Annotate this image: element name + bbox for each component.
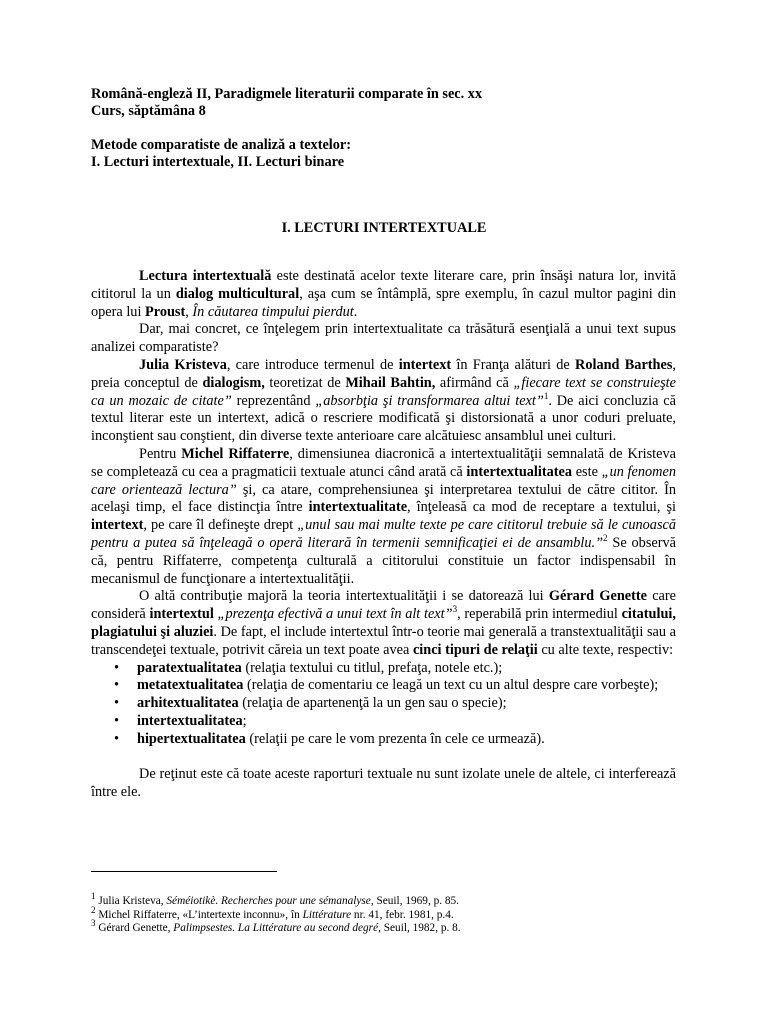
- text: , Seuil, 1982, p. 8.: [378, 922, 461, 934]
- text: , care introduce termenul de: [226, 356, 399, 373]
- list-item: [91, 695, 676, 713]
- term: Michel Riffaterre: [181, 445, 290, 462]
- book-title: Palimpsestes. La Littérature au second degré: [173, 922, 379, 934]
- relation-types-list: [91, 660, 676, 749]
- term: Mihail Bahtin,: [345, 374, 436, 391]
- term: Gérard Genette: [548, 588, 647, 605]
- paragraph-5: [91, 588, 676, 659]
- footnote-ref-1[interactable]: 1: [543, 390, 549, 401]
- term: cinci tipuri de relaţii: [412, 641, 538, 658]
- paragraph-3: [91, 357, 676, 446]
- text: în Franţa alături de: [451, 356, 576, 373]
- text: Pentru: [139, 445, 182, 462]
- text: . De fapt, el include intertextul într-o teorie mai generală a transtextualităţii sau a transcendeţei textuale, potrivit căreia un text poate avea: [91, 623, 676, 658]
- text: ,: [185, 303, 193, 320]
- lecture-subtopics: I. Lecturi intertextuale, II. Lecturi binare: [91, 154, 345, 170]
- text: , dimensiunea diacronică a intertextualităţii semnalată de Kristeva se completează cu cea a pragmaticii textuale atunci când arată că: [91, 445, 676, 480]
- lecture-topic: Metode comparatiste de analiză a textelor:: [91, 137, 352, 153]
- text: este: [572, 463, 602, 480]
- text: nr. 41, febr. 1981, p.4.: [351, 908, 454, 921]
- body-text: [91, 268, 676, 802]
- text: (relaţia de comentariu ce leagă un text cu un altul despre care vorbeşte);: [243, 677, 659, 694]
- footnote-2: [91, 904, 691, 923]
- section-heading: I. LECTURI INTERTEXTUALE: [281, 220, 487, 236]
- term: intertextualitatea: [466, 463, 573, 480]
- term: Lectura intertextuală: [139, 268, 272, 284]
- term: Proust: [145, 303, 186, 320]
- footnote-divider: [91, 871, 277, 872]
- paragraph-6: De reţinut este că toate aceste raporturi textuale nu sunt izolate unele de altele, ci interferează între ele.: [91, 766, 676, 801]
- footnote-ref-2[interactable]: 2: [603, 533, 608, 544]
- list-item: [91, 713, 676, 731]
- text: Julia Kristeva,: [95, 895, 167, 907]
- term: metatextualitatea: [137, 677, 244, 694]
- term: Julia Kristeva: [139, 356, 227, 373]
- text: , pe care îl defineşte drept: [143, 517, 298, 534]
- text: (relaţii pe care le vom prezenta în cele ce urmează).: [245, 730, 545, 747]
- term: Roland Barthes: [575, 356, 673, 373]
- quote: „unul sau mai multe texte pe care cititorul trebuie să le cunoască pentru a putea să înţeleagă o operă literară în termenii semnificaţiei ei de ansamblu.”: [91, 517, 677, 551]
- term: dialogism,: [202, 374, 265, 391]
- term: intertext: [398, 356, 452, 373]
- term: dialog multicultural: [175, 285, 300, 302]
- book-title: În căutarea timpului pierdut: [192, 303, 354, 320]
- footnote-number: 3: [91, 918, 96, 929]
- quote: „fiecare text se construieşte ca un mozaic de citate”: [91, 374, 676, 409]
- footnote-3: [91, 918, 691, 936]
- book-title: Séméiotikè. Recherches pour une sémanalyse: [166, 895, 371, 907]
- quote: „prezenţa efectivă a unui text în alt text”: [217, 606, 453, 623]
- text: Se observă că, pentru Riffaterre, competenţa culturală a cititorului constituie un factor indispensabil în mecanismul de funcţionare a intertextualităţii.: [91, 534, 676, 587]
- text: cu alte texte, respectiv:: [537, 641, 674, 658]
- text: , Seuil, 1969, p. 85.: [370, 895, 460, 907]
- list-item: [91, 660, 676, 678]
- footnote-ref-3[interactable]: 3: [452, 604, 458, 615]
- text: (relaţia de apartenenţă la un gen sau o specie);: [238, 695, 507, 712]
- text: , aşa cum se întâmplă, spre exemplu, în cazul multor pagini din opera lui: [91, 285, 676, 320]
- term: hipertextualitatea: [137, 730, 246, 747]
- term: paratextualitatea: [137, 659, 242, 676]
- paragraph-2: Dar, mai concret, ce înţelegem prin intertextualitate ca trăsătură esenţială a unui text supus analizei comparatiste?: [91, 321, 676, 356]
- quote: „absorbţia şi transformarea altui text”: [315, 392, 544, 409]
- text: Michel Riffaterre, «L’intertexte inconnu», în: [95, 908, 303, 921]
- text: este destinată acelor texte literare care, prin însăşi natura lor, invită cititorul la un: [91, 268, 677, 302]
- text: şi, ca atare, comprehensiunea şi interpretarea textului de către cititor. În acelaşi timp, el face distincţia între: [91, 481, 677, 516]
- text: care consideră: [91, 588, 676, 623]
- paragraph-4: [91, 446, 676, 588]
- text: , preia conceptul de: [91, 356, 676, 391]
- text: (relaţia textului cu titlul, prefaţa, notele etc.);: [241, 659, 503, 676]
- term: citatului, plagiatului şi aluziei: [91, 606, 676, 640]
- book-title: Littérature: [302, 908, 352, 921]
- term: intertextul: [149, 606, 214, 623]
- paragraph-1: [91, 268, 676, 321]
- term: intertextualitate: [308, 499, 408, 516]
- course-title: Română-engleză II, Paradigmele literaturii comparate în sec. xx: [91, 86, 483, 102]
- list-item: [91, 731, 676, 749]
- text: ;: [242, 712, 247, 729]
- footnotes: [91, 891, 691, 936]
- text: , reperabilă prin intermediul: [457, 606, 622, 623]
- term: intertext: [91, 517, 144, 534]
- text: afirmând că: [435, 374, 514, 391]
- text: Gérard Genette,: [95, 922, 174, 934]
- footnote-number: 2: [91, 904, 96, 915]
- text: reprezentând: [231, 392, 316, 409]
- course-week: Curs, săptămâna 8: [91, 103, 206, 119]
- footnote-number: 1: [91, 891, 96, 902]
- term: arhitextualitatea: [137, 695, 239, 712]
- text: , înţeleasă ca mod de receptare a textului, şi: [407, 499, 676, 516]
- term: intertextualitatea: [137, 712, 243, 729]
- text: .: [353, 303, 358, 320]
- footnote-1: [91, 891, 691, 909]
- list-item: [91, 677, 676, 695]
- text: . De aici concluzia că textul literar este un intertext, adică o rescriere modificată şi distorsionată a unor coduri preluate, inconştient sau conştient, din diverse texte anterioare care alcătuiesc ansamblul unei culturi.: [91, 392, 676, 445]
- quote: „un fenomen care orientează lectura”: [91, 463, 676, 498]
- text: O altă contribuţie majoră la teoria intertextualităţii i se datorează lui: [139, 588, 549, 605]
- text: teoretizat de: [264, 374, 346, 391]
